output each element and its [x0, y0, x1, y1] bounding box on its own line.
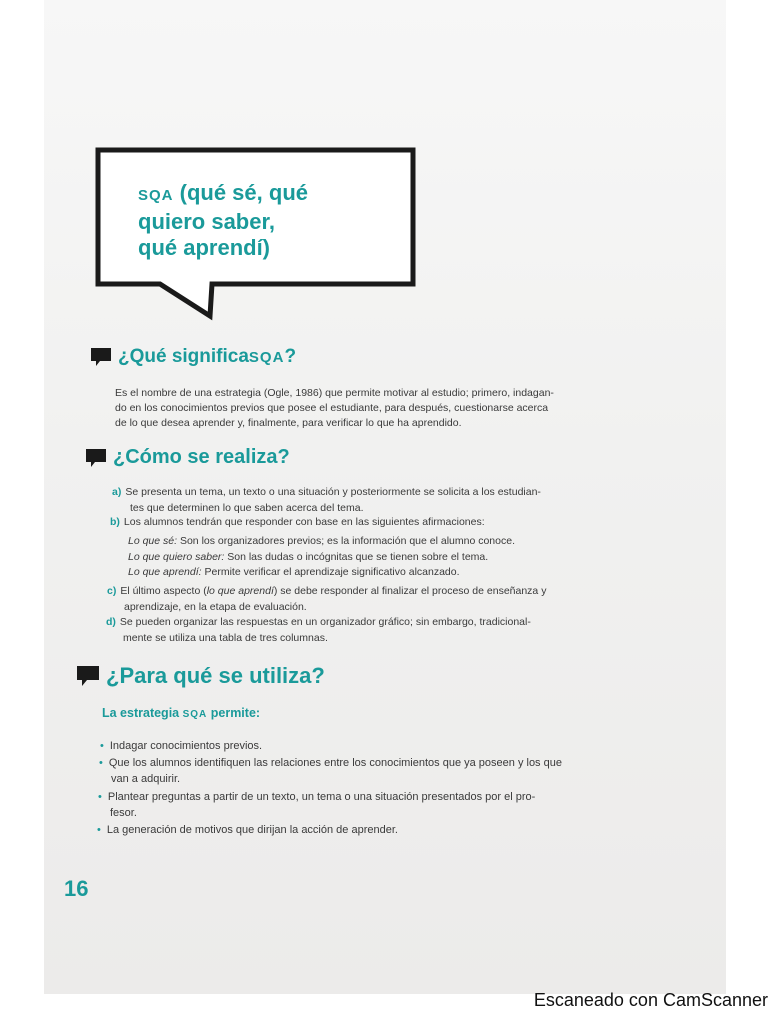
- page-number: 16: [64, 876, 89, 901]
- list-item-c: c) El último aspecto (lo que aprendí) se debe responder al finalizar el proceso de enseñanza y aprendizaje, en la etapa de evaluación.: [107, 585, 547, 613]
- heading-que-significa: ¿Qué significa SQA ?: [90, 346, 296, 368]
- speech-bubble: [0, 0, 768, 340]
- list-item-d: d) Se pueden organizar las respuestas en un organizador gráfico; sin embargo, tradicional- mente se utiliza una tabla de tres columnas.: [106, 616, 531, 644]
- bullet-item-3: • Plantear preguntas a partir de un texto, un tema o una situación presentados por el pro- fesor.: [98, 791, 536, 819]
- speech-bubble-icon: [90, 347, 112, 367]
- bullet-item-2: • Que los alumnos identifiquen las relaciones entre los conocimientos que ya poseen y los que van a adquirir.: [99, 757, 562, 785]
- bubble-title: SQA (qué sé, qué quiero saber, qué aprendí): [138, 180, 308, 260]
- list-item-a: a) Se presenta un tema, un texto o una situación y posteriormente se solicita a los estudian- tes que determinen lo que saben acerca del tema.: [112, 486, 541, 514]
- list-item-b-subitems: Lo que sé: Son los organizadores previos; es la información que el alumno conoce. Lo que quiero saber: Son las dudas o incógnitas que se tienen sobre el tema. Lo que aprendí: Permite verificar el aprendizaje significativo alcanzado.: [128, 535, 515, 578]
- subheading-estrategia: La estrategia SQA permite:: [102, 706, 261, 720]
- scanner-watermark: Escaneado con CamScanner: [533, 990, 768, 1010]
- bullet-item-4: • La generación de motivos que dirijan la acción de aprender.: [97, 824, 398, 836]
- bullet-item-1: • Indagar conocimientos previos.: [100, 740, 263, 752]
- section1-paragraph: Es el nombre de una estrategia (Ogle, 1986) que permite motivar al estudio; primero, indagan- do en los conocimientos previos que posee el estudiante, para después, cuestionarse acerca de lo que desea aprender y, finalmente, para verificar lo que ha aprendido.: [115, 387, 554, 429]
- list-item-b: b) Los alumnos tendrán que responder con base en las siguientes afirmaciones:: [110, 516, 485, 528]
- heading-para-que-se-utiliza: ¿Para qué se utiliza?: [76, 663, 325, 689]
- speech-bubble-icon: [76, 665, 100, 687]
- heading-como-se-realiza: ¿Cómo se realiza?: [85, 446, 290, 469]
- speech-bubble-icon: [85, 448, 107, 468]
